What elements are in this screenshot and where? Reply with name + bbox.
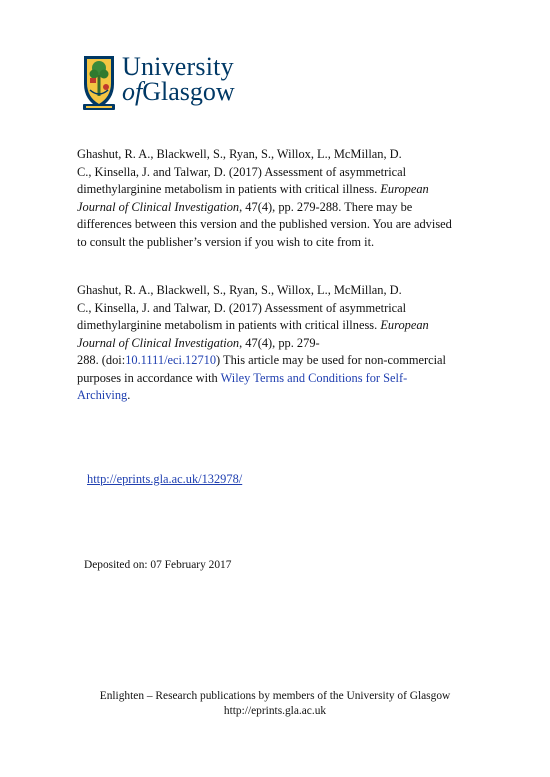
citation-line: [77, 370, 477, 388]
citation-line: [77, 387, 477, 405]
doi-link[interactable]: 10.1111/eci.12710: [125, 353, 217, 367]
footer-url: http://eprints.gla.ac.uk: [223, 704, 327, 717]
citation-line: to consult the publisher’s version if you wish to cite from it.: [77, 234, 375, 249]
citation-title-text: dimethylarginine metabolism in patients with critical illness.: [77, 318, 378, 332]
citation-line: [77, 199, 477, 217]
journal-name-start: European: [380, 182, 429, 196]
citation-volume-text: , 47(4), pp. 279-288. There may be: [239, 199, 413, 214]
citation-line: C., Kinsella, J. and Talwar, D. (2017) Assessment of asymmetrical: [77, 164, 407, 179]
footer-title: Enlighten – Research publications by members of the University of Glasgow: [99, 690, 451, 702]
page-footer: [0, 689, 550, 718]
citation-notice: [77, 146, 477, 251]
eprint-url-link[interactable]: http://eprints.gla.ac.uk/132978/: [87, 472, 243, 486]
terms-link[interactable]: Wiley Terms and Conditions for Self-: [220, 370, 408, 385]
university-logo: [82, 54, 262, 112]
logo-of-text: of: [122, 77, 143, 106]
doi-prefix: 288. (doi:: [77, 353, 126, 367]
citation-title-text: dimethylarginine metabolism in patients with critical illness.: [77, 182, 378, 196]
period-text: .: [127, 388, 131, 402]
journal-name-start: European: [380, 318, 429, 332]
logo-glasgow-text: [122, 79, 235, 105]
logo-glasgow-word: Glasgow: [142, 77, 235, 106]
logo-wordmark: [122, 54, 235, 105]
citation-volume-text: , 47(4), pp. 279-: [239, 335, 320, 350]
citation-line: Ghashut, R. A., Blackwell, S., Ryan, S., Willox, L., McMillan, D.: [77, 283, 402, 297]
citation-line: [77, 181, 477, 199]
university-crest-icon: [82, 54, 116, 112]
journal-name: Journal of Clinical Investigation: [77, 335, 240, 350]
citation-line: Ghashut, R. A., Blackwell, S., Ryan, S., Willox, L., McMillan, D.: [77, 147, 402, 161]
license-text: purposes in accordance with: [77, 370, 221, 385]
citation-line: [77, 335, 477, 353]
citation-line: C., Kinsella, J. and Talwar, D. (2017) Assessment of asymmetrical: [77, 300, 407, 315]
license-text: ) This article may be used for non-commercial: [216, 353, 446, 367]
logo-university-text: University: [122, 52, 234, 81]
citation-line: [77, 317, 477, 335]
citation-line: [77, 352, 477, 370]
terms-link-continued[interactable]: Archiving: [77, 388, 128, 402]
journal-name: Journal of Clinical Investigation: [77, 199, 240, 214]
citation-license: [77, 282, 477, 405]
citation-line: differences between this version and the published version. You are advised: [77, 217, 452, 231]
deposited-date: Deposited on: 07 February 2017: [84, 559, 232, 571]
